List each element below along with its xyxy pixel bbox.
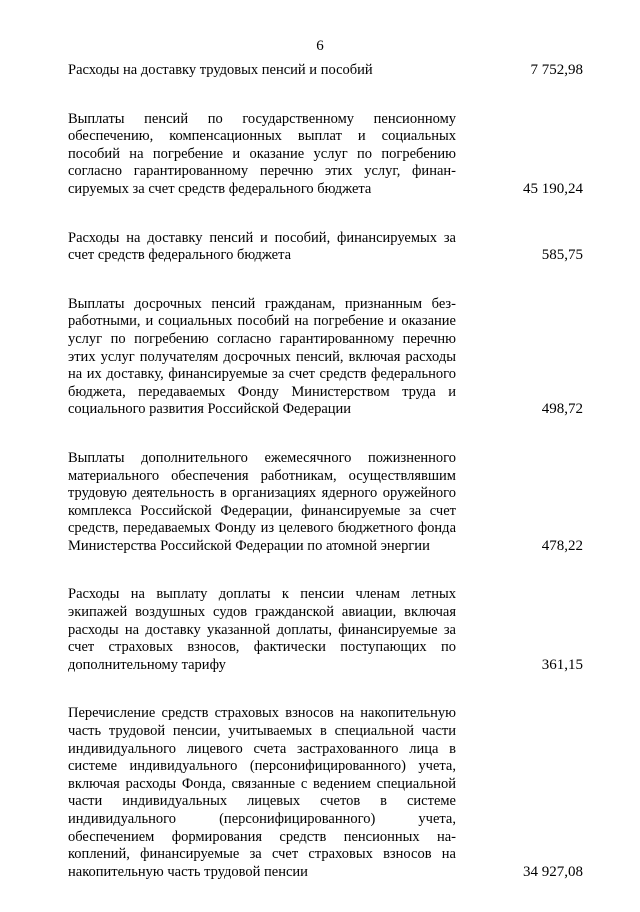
expense-entry-nuclear-workers-support <box>68 450 583 556</box>
expense-entry-aviation-crew-supplement <box>68 586 583 674</box>
expense-entry-text: Выплаты пенсий по государственному пенсионному обеспечению, компенсационных выплат и социальных пособий на погребение и оказание услуг по погребению согласно гарантированному перечню этих услуг, финансируемых за счет средств федерального бюджета <box>68 110 456 197</box>
expense-entry-amount: 34 927,08 <box>523 863 583 880</box>
expense-entry-funded-pension-transfer <box>68 705 583 881</box>
expense-entry-amount: 45 190,24 <box>523 180 583 197</box>
expense-entry-text: Перечисление средств страховых взносов на накопительную часть трудовой пенсии, учитываемых в специальной части индивидуального лицевого счета застрахованного лица в системе индивидуального (персонифицированного) учета, включая расходы Фонда, связанные с ведением специальной части индивидуальных лицевых счетов в системе индивидуального (персонифицированного) учета, обеспечением формирования средств пенсионных накоплений, финансируемые за счет страховых взносов на накопительную часть трудовой пенсии <box>68 705 456 880</box>
expense-list <box>68 62 583 912</box>
expense-entry-text: Расходы на выплату доплаты к пенсии членам летных экипажей воздушных судов гражданской авиации, включая расходы на доставку указанной доплаты, финансируемые за счет страховых взносов, фактически поступающих по дополнительному тарифу <box>68 586 456 673</box>
expense-entry-delivery-labor-pensions <box>68 62 583 80</box>
expense-entry-text: Расходы на доставку пенсий и пособий, финансируемых за счет средств федерального бюджета <box>68 229 456 264</box>
expense-entry-amount: 585,75 <box>541 247 583 264</box>
expense-entry-early-pensions <box>68 296 583 419</box>
expense-entry-amount: 7 752,98 <box>530 62 583 78</box>
expense-entry-text: Выплаты досрочных пенсий гражданам, признанным безработными, и социальных пособий на погребение и оказание услуг по погребению согласно гарантированному перечню этих услуг получателям досрочных пенсий, включая расходы на их доставку, финансируемые за счет средств федерального бюджета, передаваемых Фонду Министерством труда и социального развития Российской Федерации <box>68 295 456 418</box>
expense-entry-state-pensions <box>68 111 583 199</box>
expense-entry-text: Выплаты дополнительного ежемесячного пожизненного материального обеспечения работникам, осуществлявшим трудовую деятельность в организациях ядерного оружейного комплекса Российской Федерации, финансируемые за счет средств, передаваемых Фонду из целевого бюджетного фонда Министерства Российской Федерации по атомной энергии <box>68 449 456 554</box>
expense-entry-delivery-federal-pensions <box>68 230 583 265</box>
expense-entry-amount: 361,15 <box>541 656 583 673</box>
expense-entry-text: Расходы на доставку трудовых пенсий и пособий <box>68 62 373 78</box>
page-number: 6 <box>316 38 324 54</box>
expense-entry-amount: 498,72 <box>541 401 583 418</box>
expense-entry-amount: 478,22 <box>541 537 583 554</box>
